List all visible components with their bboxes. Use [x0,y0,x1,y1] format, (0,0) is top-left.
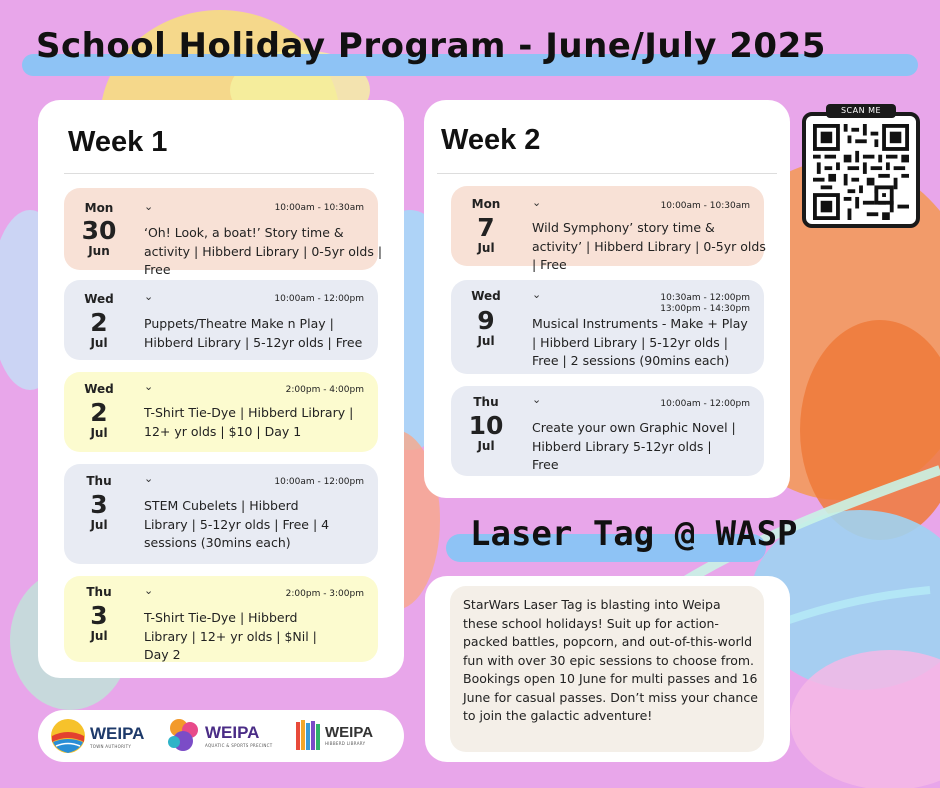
event-day: 7 [477,213,495,242]
qr-label: SCAN ME [826,104,896,118]
event-day: 2 [90,398,108,427]
event-time: 10:00am - 12:00pm [274,477,364,487]
logo-weipa-library[interactable] [296,720,373,750]
event-day: 3 [90,490,108,519]
event-card[interactable] [64,372,378,452]
event-time: 10:00am - 12:00pm [660,399,750,409]
event-card[interactable] [64,188,383,277]
event-weekday: Thu [86,585,112,599]
logo-aquatic-sub: AQUATIC & SPORTS PRECINCT [205,742,273,748]
logo-town-sub: TOWN AUTHORITY [90,743,132,749]
event-month: Jul [477,334,495,348]
event-time: 10:30am - 12:00pm 13:00pm - 14:30pm [660,293,750,315]
week1-title: Week 1 [68,126,168,158]
event-month: Jul [477,241,495,255]
event-description: Puppets/Theatre Make n Play | Hibberd Library | 5-12yr olds | Free [144,316,363,350]
chevron-down-icon[interactable]: ⌄ [144,472,154,485]
page-title: School Holiday Program - June/July 2025 [36,26,826,66]
event-day: 30 [81,216,117,245]
event-weekday: Thu [473,395,499,409]
event-time: 10:00am - 10:30am [274,203,364,213]
event-month: Jul [90,518,108,532]
event-weekday: Wed [84,292,114,306]
event-month: Jul [90,426,108,440]
event-month: Jul [477,439,495,453]
chevron-down-icon[interactable]: ⌄ [532,393,542,406]
chevron-down-icon[interactable]: ⌄ [144,584,154,597]
event-card[interactable] [451,386,764,476]
weipa-library-logo-icon [296,720,322,750]
logo-weipa-town[interactable] [50,718,144,754]
event-description: STEM Cubelets | Hibberd Library | 5-12yr olds | Free | 4 sessions (30mins each) [144,498,330,550]
event-day: 9 [477,306,495,335]
event-weekday: Wed [471,289,501,303]
event-day: 3 [90,601,108,630]
event-time: 10:00am - 12:00pm [274,294,364,304]
logo-library-sub: HIBBERD LIBRARY [325,741,366,746]
event-month: Jul [90,336,108,350]
event-description: Create your own Graphic Novel | Hibberd Library 5-12yr olds | Free [532,420,736,472]
event-description: Musical Instruments - Make + Play | Hibberd Library | 5-12yr olds | Free | 2 sessions (90mins each) [532,316,748,368]
laser-description: StarWars Laser Tag is blasting into Weipa these school holidays! Suit up for action-packed battles, popcorn, and out-of-this-world fun with over 30 epic sessions to choose from. Bookings open 10 June for multi passes and 16 June for casual passes. Don’t miss your chance to join the galactic adventure! [463,597,758,723]
week2-title: Week 2 [441,124,541,156]
weipa-aquatic-logo-icon [165,716,203,754]
week2-divider [437,173,777,174]
event-time: 2:00pm - 3:00pm [285,589,364,599]
event-description: T-Shirt Tie-Dye | Hibberd Library | 12+ yr olds | $10 | Day 1 [144,405,354,439]
event-card[interactable] [64,576,378,662]
week1-divider [64,173,374,174]
event-weekday: Mon [471,197,501,211]
chevron-down-icon[interactable]: ⌄ [144,290,154,303]
logo-aquatic-name: WEIPA [205,722,260,742]
event-card[interactable] [64,464,378,564]
event-day: 2 [90,308,108,337]
event-month: Jun [88,244,110,258]
event-weekday: Thu [86,474,112,488]
event-time: 2:00pm - 4:00pm [285,385,364,395]
chevron-down-icon[interactable]: ⌄ [144,200,154,213]
event-card[interactable] [451,280,764,374]
event-description: Wild Symphony’ story time & activity’ | Hibberd Library | 0-5yr olds | Free [532,220,766,272]
event-weekday: Wed [84,382,114,396]
event-time: 10:00am - 10:30am [660,201,750,211]
event-card[interactable] [64,280,378,360]
chevron-down-icon[interactable]: ⌄ [532,288,542,301]
qr-code-icon [813,124,909,220]
event-card[interactable] [451,186,766,272]
chevron-down-icon[interactable]: ⌄ [532,196,542,209]
event-day: 10 [468,411,504,440]
event-description: ‘Oh! Look, a boat!’ Story time & activity | Hibberd Library | 0-5yr olds | Free [144,225,383,277]
logo-weipa-aquatic[interactable] [165,716,273,754]
logo-library-name: WEIPA [325,724,374,741]
event-weekday: Mon [84,201,114,215]
logo-town-name: WEIPA [90,723,145,743]
qr-code[interactable] [802,112,920,228]
event-description: T-Shirt Tie-Dye | Hibberd Library | 12+ yr olds | $Nil | Day 2 [144,610,317,662]
chevron-down-icon[interactable]: ⌄ [144,380,154,393]
weipa-town-logo-icon [50,718,86,754]
event-month: Jul [90,629,108,643]
laser-title: Laser Tag @ WASP [470,514,798,554]
